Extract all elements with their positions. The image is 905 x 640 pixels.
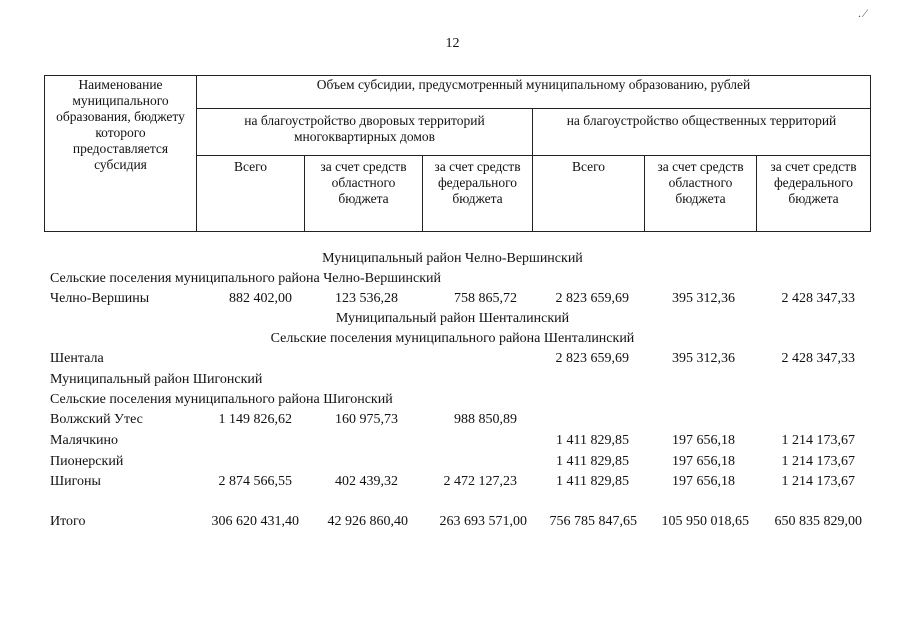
cell-public-total: 1 411 829,85 [556,433,629,448]
cell-yards-regional: 402 439,32 [335,474,398,489]
row-name: Пионерский [50,454,124,469]
cell-public-regional: 395 312,36 [672,351,735,366]
header-federal-1: за счет средств федерального бюджета [423,156,533,232]
row-name: Волжский Утес [50,412,143,427]
cell-yards-regional: 123 536,28 [335,291,398,306]
cell-yards-total: 882 402,00 [229,291,292,306]
page-number: 12 [445,36,460,51]
header-name-column: Наименование муниципального образования, бюджету которого предоставляется субсидия [45,76,197,232]
cell-public-regional: 197 656,18 [672,433,735,448]
total-public-total: 756 785 847,65 [549,514,637,529]
header-group-public: на благоустройство общественных территорий [533,109,871,156]
table-row [0,454,905,472]
cell-public-total: 2 823 659,69 [555,291,629,306]
cell-public-regional: 197 656,18 [672,454,735,469]
cell-yards-federal: 988 850,89 [454,412,517,427]
total-yards-federal: 263 693 571,00 [439,514,527,529]
header-federal-2: за счет средств федерального бюджета [757,156,871,232]
total-public-regional: 105 950 018,65 [661,514,749,529]
row-name: Шигоны [50,474,101,489]
header-total-1: Всего [197,156,305,232]
table-header [44,75,871,232]
cell-public-total: 1 411 829,85 [556,454,629,469]
cell-yards-regional: 160 975,73 [335,412,398,427]
cell-public-federal: 2 428 347,33 [781,291,855,306]
cell-yards-federal: 2 472 127,23 [443,474,517,489]
header-volume-title: Объем субсидии, предусмотренный муниципальному образованию, рублей [197,76,871,109]
cell-public-regional: 197 656,18 [672,474,735,489]
header-total-2: Всего [533,156,645,232]
cell-public-regional: 395 312,36 [672,291,735,306]
table-row [0,474,905,492]
total-label: Итого [50,514,86,529]
section-shental-rural: Сельские поселения муниципального района Шенталинский [270,331,635,346]
cell-public-federal: 1 214 173,67 [781,433,855,448]
section-chelno-rural: Сельские поселения муниципального района Челно-Вершинский [50,271,441,286]
header-regional-1: за счет средств областного бюджета [305,156,423,232]
section-shental-district: Муниципальный район Шенталинский [335,311,570,326]
section-shigon-district: Муниципальный район Шигонский [50,372,263,387]
header-regional-2: за счет средств областного бюджета [645,156,757,232]
row-name: Шентала [50,351,104,366]
row-name: Челно-Вершины [50,291,150,306]
table-row [0,433,905,451]
corner-mark: . ⁄ [858,6,867,20]
cell-public-total: 2 823 659,69 [555,351,629,366]
cell-yards-total: 2 874 566,55 [218,474,292,489]
row-name: Малячкино [50,433,119,448]
cell-public-total: 1 411 829,85 [556,474,629,489]
table-row [0,291,905,309]
total-public-federal: 650 835 829,00 [774,514,862,529]
section-chelno-district: Муниципальный район Челно-Вершинский [322,251,583,266]
total-row [0,514,905,532]
total-yards-regional: 42 926 860,40 [327,514,408,529]
table-row [0,412,905,430]
cell-yards-total: 1 149 826,62 [218,412,292,427]
cell-public-federal: 2 428 347,33 [781,351,855,366]
cell-public-federal: 1 214 173,67 [781,474,855,489]
table-row [0,351,905,369]
section-shigon-rural: Сельские поселения муниципального района Шигонский [50,392,393,407]
cell-public-federal: 1 214 173,67 [781,454,855,469]
total-yards-total: 306 620 431,40 [211,514,299,529]
cell-yards-federal: 758 865,72 [454,291,517,306]
header-group-yards: на благоустройство дворовых территорий многоквартирных домов [197,109,533,156]
